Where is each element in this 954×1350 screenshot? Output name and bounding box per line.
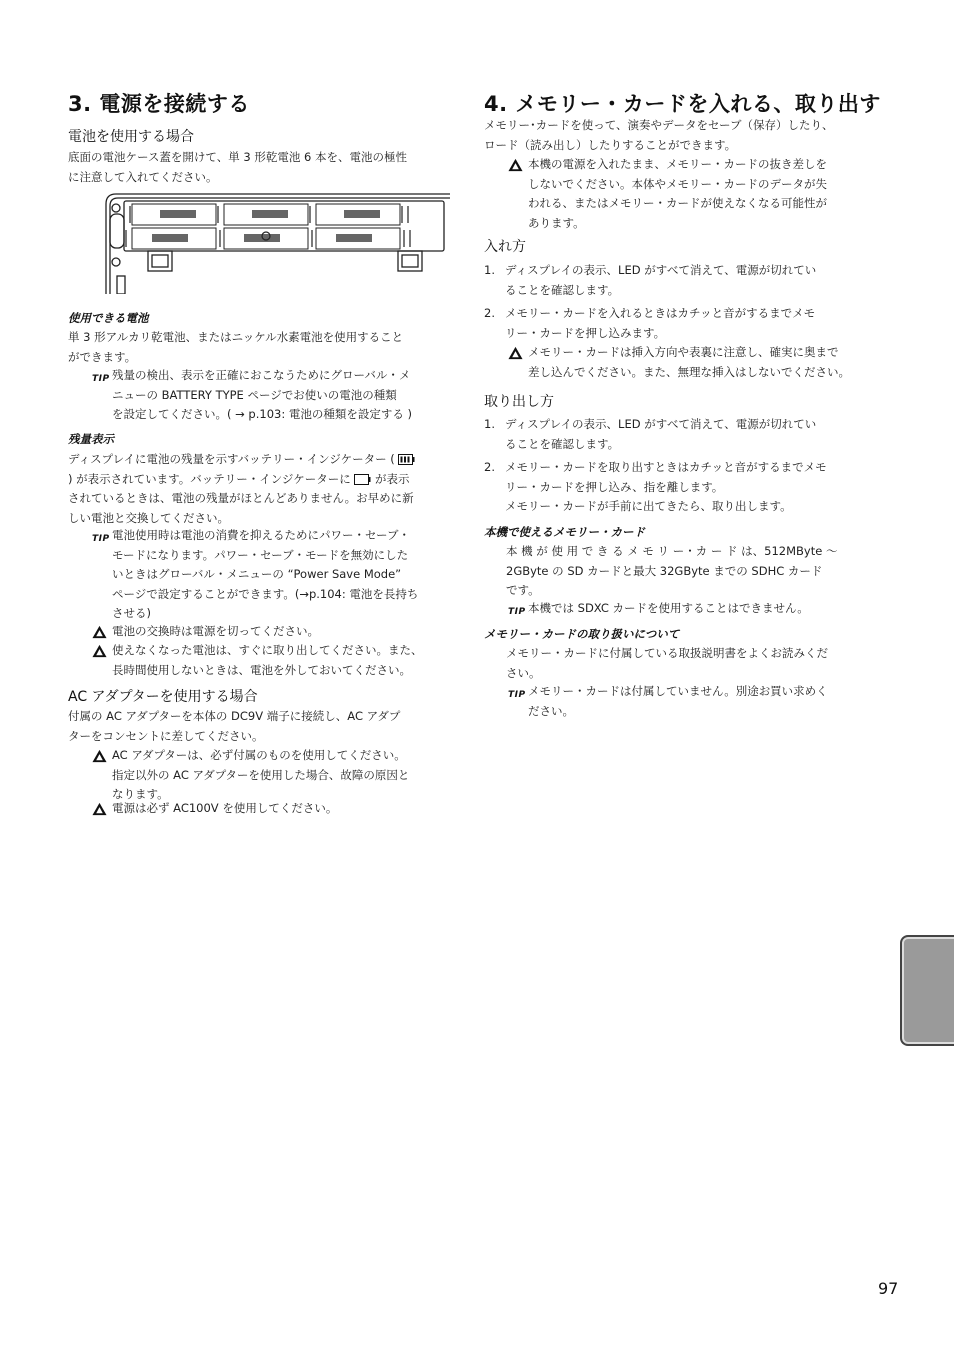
usable-batteries-heading: 使用できる電池 bbox=[68, 311, 149, 325]
tip-power-save: TIP 電池使用時は電池の消費を抑えるためにパワー・セーブ・ モードになります。パワー・セーブ・モードを無効にした いときはグローバル・メニューの “Power Save Mode” ページで設定することができます。(→p.104: 電池を長持ち させる) bbox=[92, 528, 419, 620]
battery-intro: 底面の電池ケース蓋を開けて、単 3 形乾電池 6 本を、電池の極性 に注意して入れてください。 bbox=[68, 150, 407, 184]
card-handling-text: メモリー・カードに付属している取扱説明書をよくお読みくだ さい。 bbox=[506, 646, 828, 680]
remove-step-1: 1. ディスプレイの表示、LED がすべて消えて、電源が切れてい ることを確認します。 bbox=[484, 417, 817, 451]
warning-triangle-icon bbox=[508, 346, 523, 360]
warning-adapter-supplied: AC アダプターは、必ず付属のものを使用してください。 指定以外の AC アダプターを使用した場合、故障の原因と なります。 bbox=[92, 746, 409, 805]
tip-card-not-included: TIP メモリー・カードは付属していません。別途お買い求めく ださい。 bbox=[508, 684, 828, 718]
ac-adapter-heading: AC アダプターを使用する場合 bbox=[68, 689, 258, 705]
warning-triangle-icon bbox=[508, 158, 523, 172]
battery-compartment-illustration bbox=[102, 190, 452, 294]
tip-icon: TIP bbox=[92, 374, 110, 384]
section-title-power: 3. 電源を接続する bbox=[68, 92, 250, 116]
insert-step-2: 2. メモリー・カードを入れるときはカチッと音がするまでメモ リー・カードを押し込みます。 bbox=[484, 306, 816, 340]
warning-triangle-icon bbox=[92, 625, 107, 639]
warning-card-power: 本機の電源を入れたまま、メモリー・カードの抜き差しを しないでください。本体やメモリー・カードのデータが失 われる、またはメモリー・カードが使えなくなる可能性が あります。 bbox=[508, 155, 827, 233]
battery-full-icon bbox=[398, 454, 415, 465]
tip-battery-type: TIP 残量の検出、表示を正確におこなうためにグローバル・メ ニューの BATTERY TYPE ページでお使いの電池の種類 を設定してください。( → p.103: 電池の種類を設定する ) bbox=[92, 368, 413, 421]
usable-card-heading: 本機で使えるメモリー・カード bbox=[484, 525, 645, 539]
tip-icon: TIP bbox=[508, 690, 526, 700]
remaining-text: ディスプレイに電池の残量を示すバッテリー・インジケーター ( ) が表示されています。バッテリー・インジケーターに が表示 されているときは、電池の残量がほとんどありません。お早めに新 しい電池と交換してください。 bbox=[68, 452, 414, 525]
battery-heading: 電池を使用する場合 bbox=[68, 129, 194, 145]
tip-icon: TIP bbox=[92, 534, 110, 544]
warning-triangle-icon bbox=[92, 644, 107, 658]
insert-heading: 入れ方 bbox=[484, 239, 526, 255]
memory-card-intro: メモリー･カードを使って、演奏やデータをセーブ（保存）したり、 ロード（読み出し）したりすることができます。 bbox=[484, 118, 834, 152]
warning-battery-off: 電池の交換時は電源を切ってください。 bbox=[92, 622, 319, 643]
warning-ac100v: 電源は必ず AC100V を使用してください。 bbox=[92, 799, 337, 820]
remove-step-2: 2. メモリー・カードを取り出すときはカチッと音がするまでメモ リー・カードを押し込み、指を離します。 メモリー・カードが手前に出てきたら、取り出します。 bbox=[484, 460, 827, 513]
chapter-index-tab bbox=[900, 935, 954, 1046]
warning-triangle-icon bbox=[92, 749, 107, 763]
warning-battery-remove: 使えなくなった電池は、すぐに取り出してください。また、 長時間使用しないときは、電池を外しておいてください。 bbox=[92, 641, 423, 680]
insert-step-1: 1. ディスプレイの表示、LED がすべて消えて、電源が切れてい ることを確認します。 bbox=[484, 263, 817, 297]
warning-triangle-icon bbox=[92, 802, 107, 816]
page-number: 97 bbox=[878, 1279, 899, 1298]
remove-heading: 取り出し方 bbox=[484, 394, 554, 410]
card-handling-heading: メモリー・カードの取り扱いについて bbox=[484, 627, 680, 641]
section-title-memory-card: 4. メモリー・カードを入れる、取り出す bbox=[484, 92, 881, 116]
usable-card-text: 本 機 が 使 用 で き る メ モ リ ー・カ ー ド は、512MByte ～ 2GByte の SD カードと最大 32GByte までの SDHC カード です。 bbox=[506, 544, 838, 597]
remaining-heading: 残量表示 bbox=[68, 432, 114, 446]
battery-empty-icon bbox=[354, 474, 371, 485]
ac-adapter-intro: 付属の AC アダプターを本体の DC9V 端子に接続し、AC アダプ ターをコンセントに差してください。 bbox=[68, 709, 401, 743]
tip-icon: TIP bbox=[508, 607, 526, 617]
warning-insert-direction: メモリー・カードは挿入方向や表裏に注意し、確実に奥まで 差し込んでください。また、無理な挿入はしないでください。 bbox=[508, 343, 850, 382]
tip-sdxc: TIP 本機では SDXC カードを使用することはできません。 bbox=[508, 601, 809, 617]
usable-batteries-text: 単 3 形アルカリ乾電池、またはニッケル水素電池を使用すること ができます。 bbox=[68, 330, 404, 364]
